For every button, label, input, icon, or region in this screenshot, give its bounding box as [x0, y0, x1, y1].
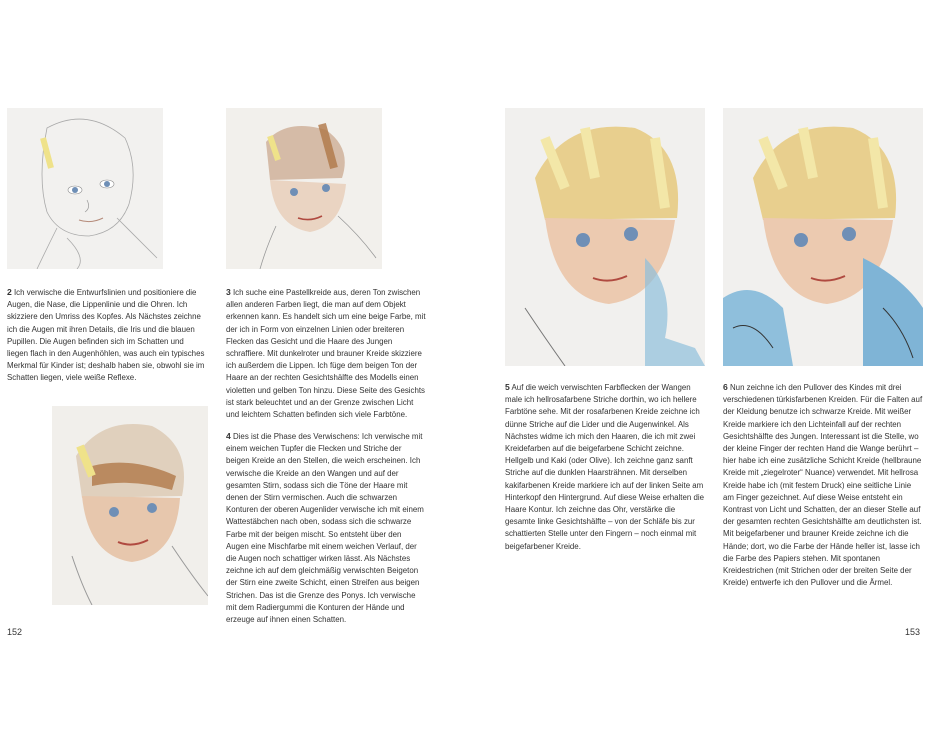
- step-body: Ich suche eine Pastellkreide aus, deren Ton zwischen allen anderen Farben liegt, die man auf dem Objekt erkennen kann. Es handelt sich um eine beige Farbe, mit der ich in Form von einzelnen Linien oder breiteren Flecken das Gesicht und die Haare des Jungen schraffiere. Mit dunkelroter und brauner Kreide skizziere ich außerdem die Lippen. Ich füge dem beigen Ton der Haare an der rechten Gesichtshälfte des Modells einen violetten und gelben Ton hinzu. Diese Seite des Gesichts ist stark beleuchtet und an der Grenze zwischen Licht und leichtem Schatten befinden sich viele Farbtöne.: [226, 288, 426, 420]
- step-2-text: [7, 286, 206, 385]
- step-6-image: [723, 108, 923, 366]
- step-3-image: [226, 108, 382, 269]
- step-4-text: [226, 430, 426, 626]
- page-number-right: 153: [905, 627, 921, 637]
- step-5-text: [505, 381, 705, 553]
- step-3-text: [226, 286, 426, 421]
- step-body: Dies ist die Phase des Verwischens: Ich verwische mit einem weichen Tupfer die Flecken und Striche der beigen Kreide an den Stellen, die weich erscheinen. Ich verwische die Kreide an den Wangen und auf der gesamten Stirn, sodass sich die Töne der Haare mit denen der Stirn vermischen. Auch die schwarzen Konturen der oberen Augenlider verwische ich mit einem Wattestäbchen nach oben, sodass sich die schwarze Farbe mit der beigen mischt. So entsteht über den Augen eine Mischfarbe mit einem weichen Verlauf, der die Augen noch schattiger wirken lässt. Als Nächstes zeichne ich auf dem gleichmäßig verwischten Beigeton der Stirn eine zweite Schicht, einen Streifen aus beigen Strichen. Das ist die Grenze des Ponys. Ich verwische mit dem Radiergummi die Konturen der Hände und erzeuge auf ihnen einen Schatten.: [226, 432, 424, 625]
- step-body: Nun zeichne ich den Pullover des Kindes mit drei verschiedenen türkisfarbenen Kreiden. Für die Falten auf der Kleidung benutze ich schwarze Kreide. Mit weißer Kreide markiere ich den Lichteinfall auf der rechten Gesichtshälfte des Jungen. Interessant ist die Stelle, wo der kleine Finger der rechten Hand die Wange berührt – hier habe ich eine zusätzliche Schicht Kreide (hellbraune Kreide mit „ziegelroter“ Nuance) verwendet. Mit hellrosa Kreide habe ich (mit festem Druck) eine seitliche Linie am Finger gezeichnet. Auf diese Weise entsteht ein Kontrast von Licht und Schatten, der an dieser Stelle auf der gesamten rechten Gesichtshälfte am deutlichsten ist. Mit beigefarbener und brauner Kreide zeichne ich die Hände; dort, wo die Farbe der Hände heller ist, lasse ich die Farbe des Papiers stehen. Mit spontanen Kreidestrichen (mit Strichen oder der breiten Seite der Kreide) entwerfe ich den Pullover und die Ärmel.: [723, 383, 923, 588]
- step-5-image: [505, 108, 705, 366]
- step-4-image: [52, 406, 208, 605]
- step-2-image: [7, 108, 163, 269]
- step-number: 3: [226, 287, 231, 297]
- step-number: 2: [7, 287, 12, 297]
- page-number-left: 152: [7, 627, 23, 637]
- step-6-text: [723, 381, 923, 589]
- step-body: Ich verwische die Entwurfslinien und positioniere die Augen, die Nase, die Lippenlinie und die Ohren. Ich skizziere den Umriss des Kopfes. Als Nächstes zeichne ich die Augen mit ihren Details, die Iris und die blauen Pupillen. Die Augen befinden sich im Schatten und liegen flach in den Augenhöhlen, was auch ein typisches Merkmal für Kinder ist; deshalb haben sie, obwohl sie im Schatten liegen, viele weiße Reflexe.: [7, 288, 205, 383]
- step-number: 6: [723, 382, 728, 392]
- step-body: Auf die weich verwischten Farbflecken der Wangen male ich hellrosafarbene Striche dorthin, wo ich hellere Farbtöne sehe. Mit der rosafarbenen Kreide zeichne ich dünne Striche auf die Lider und die Augenwinkel. Als Nächstes widme ich mich den Haaren, die ich mit zwei Kreidefarben auf die beigefarbene Schicht zeichne. Hellgelb und Kaki (oder Olive). Ich zeichne ganz sanft Striche auf die dunklen Haarsträhnen. Mit derselben kakifarbenen Kreide markiere ich auf der linken Seite am Hinterkopf den Hintergrund. Auf diese Weise erhalten die Haare Kontur. Ich zeichne das Ohr, verstärke die gesamte linke Gesichtshälfte – von der Schläfe bis zur schattierten Stelle unter den Fingern – noch einmal mit beigefarbener Kreide.: [505, 383, 704, 551]
- step-number: 4: [226, 431, 231, 441]
- step-number: 5: [505, 382, 510, 392]
